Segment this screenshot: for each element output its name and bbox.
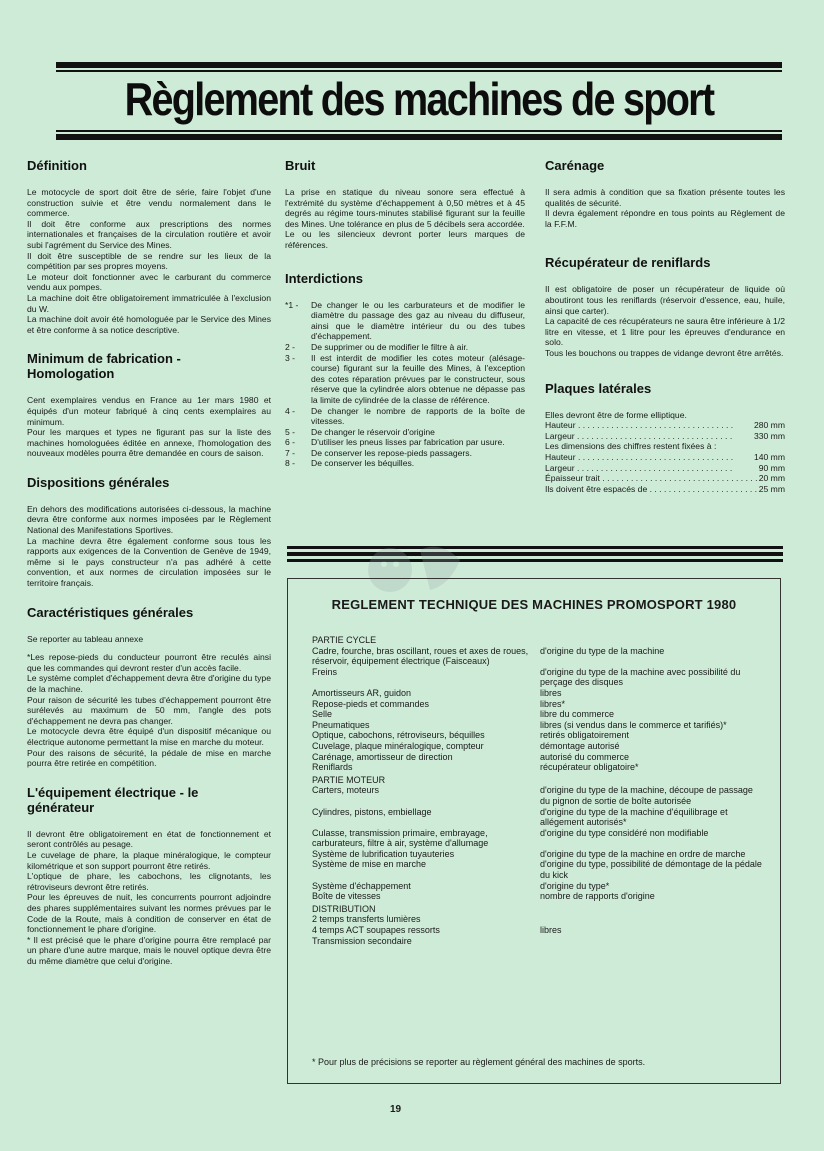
paragraph: Les dimensions des chiffres restent fixées à :	[545, 441, 717, 452]
dimension-value: 140 mm	[753, 451, 785, 462]
row-component: Repose-pieds et commandes	[312, 698, 430, 709]
paragraph: Pour les marques et types ne figurant pas sur la liste des machines homologuées éditée en annexe, l'homologation des nouveaux modèles pourra être demandée en cours de saison.	[27, 427, 271, 459]
row-rule: libres	[540, 687, 562, 698]
paragraph: Tous les bouchons ou trappes de vidange devront être arrêtés.	[545, 347, 784, 358]
row-rule: autorisé du commerce	[540, 751, 630, 762]
paragraph: En dehors des modifications autorisées ci-dessous, la machine devra être conforme aux normes imposées par le Règlement National des Manifestations Sportives.	[27, 503, 271, 536]
list-item	[285, 437, 525, 448]
row-component: Cuvelage, plaque minéralogique, compteur	[312, 740, 484, 751]
table-row	[312, 925, 762, 936]
table-row	[312, 828, 762, 849]
row-rule: récupérateur obligatoire*	[540, 762, 639, 773]
table-row	[312, 807, 762, 828]
row-component: Système d'échappement	[312, 880, 411, 891]
row-rule	[532, 775, 762, 786]
list-item	[285, 353, 525, 406]
table-row	[312, 741, 762, 752]
paragraph: Cent exemplaires vendus en France au 1er mars 1980 et équipés d'un moteur fabriqué à cinq cents exemplaires au minimum.	[27, 395, 271, 427]
item-number: 2 -	[285, 341, 296, 352]
dimension-row	[545, 484, 785, 495]
top-rule	[56, 62, 782, 68]
paragraph: Se reporter au tableau annexe	[27, 633, 144, 644]
item-text: De changer le ou les carburateurs et de modifier le diamètre du passage des gaz au niveau du diffuseur, ainsi que le diamètre intérieur du ou des tubes d'échappement.	[311, 299, 525, 342]
paragraph: Il sera admis à condition que sa fixation présente toutes les qualités de sécurité.	[545, 187, 785, 208]
section-heading: Récupérateur de reniflards	[545, 255, 711, 271]
section-heading: Carénage	[545, 158, 605, 173]
item-number: 6 -	[285, 437, 296, 448]
row-rule: nombre de rapports d'origine	[540, 891, 655, 902]
row-component: Système de mise en marche	[312, 859, 427, 870]
paragraph: Elles devront être de forme elliptique.	[545, 409, 687, 420]
row-rule: démontage autorisé	[540, 740, 620, 751]
technical-rules-box	[287, 578, 781, 1084]
list-item	[285, 458, 525, 469]
row-rule: d'origine du type considéré non modifiable	[540, 827, 709, 838]
paragraph: La capacité de ces récupérateurs ne saura être inférieure à 1/2 litre en vitesse, et 1 litre pour les épreuves d'endurance en solo.	[545, 316, 785, 348]
paragraph: La machine devra être également conforme sous tous les rapports aux exigences de la Convention de Genève de 1949, même si le pays constructeur n'a pas adhéré à cette convention, et aux normes de circulation imposées sur le territoire français.	[27, 535, 271, 589]
table-row	[312, 936, 762, 947]
list-item	[285, 427, 525, 438]
table-section-header	[312, 904, 762, 915]
dimension-label: Hauteur . . .	[545, 452, 752, 463]
title-rule	[56, 134, 782, 140]
row-rule: libres*	[540, 698, 566, 709]
item-number: 3 -	[285, 352, 296, 363]
dimension-label: Ils doivent être espacés de . . .	[545, 484, 757, 495]
item-text: De conserver les béquilles.	[311, 458, 415, 469]
section-bruit	[285, 158, 525, 251]
table-row	[312, 720, 762, 731]
box-title: REGLEMENT TECHNIQUE DES MACHINES PROMOSPORT 1980	[331, 597, 737, 612]
item-text: Il est interdit de modifier les cotes moteur (alésage-course) figurant sur la feuille des Mines, à l'exception des cotes réparation prévues par le constructeur, sous réserve que la cylindrée alors obtenue ne dépasse pas la limite de cylindrée de la classe de référence.	[311, 352, 525, 405]
section-minimum	[27, 351, 271, 459]
paragraph: Pour les épreuves de nuit, les concurrents pourront adjoindre des phares supplémentaires suivant les normes prévues par le Code de la Route, mais à condition de conserver en état de fonctionnement le phare d'origine.	[27, 892, 271, 935]
row-rule: d'origine du type de la machine	[540, 645, 665, 656]
dimension-label: Hauteur . . .	[545, 420, 752, 431]
section-interdictions	[285, 271, 525, 470]
dimension-row	[545, 473, 785, 484]
row-component: Amortisseurs AR, guidon	[312, 687, 412, 698]
dimension-row	[545, 452, 785, 463]
list-item	[285, 406, 525, 427]
row-component: Transmission secondaire	[312, 935, 412, 946]
table-row	[312, 730, 762, 741]
paragraph: Pour raison de sécurité les tubes d'échappement pourront être surélevés au maximum de 50 mm, l'angle des pots d'échappement ne devra pas changer.	[27, 694, 271, 726]
dimension-value: 280 mm	[753, 420, 785, 431]
item-text: De changer le réservoir d'origine	[311, 426, 435, 437]
paragraph: Il devra également répondre en tous points au Règlement de la F.F.M.	[545, 208, 785, 229]
row-component: 4 temps ACT soupapes ressorts	[312, 925, 440, 936]
row-component: PARTIE CYCLE	[312, 635, 377, 645]
table-row	[312, 859, 762, 880]
item-number: 4 -	[285, 405, 296, 416]
dimension-label: Largeur . . .	[545, 463, 757, 474]
paragraph: Il doit être susceptible de se rendre sur les lieux de la compétition par ses propres moyens.	[27, 250, 271, 272]
row-rule: libres	[540, 925, 562, 936]
section-heading: Minimum de fabrication - Homologation	[27, 351, 181, 382]
paragraph: La prise en statique du niveau sonore sera effectué à l'extrémité du système d'échappement à 0,50 mètres et à 45 degrés au régime tours-minutes stabilisé figurant sur la feuille des Mines. Une tolérance en plus de 5 décibels sera accordée.	[285, 187, 525, 229]
section-heading: Caractéristiques générales	[27, 604, 194, 620]
list-item	[285, 448, 525, 459]
section-heading: Dispositions générales	[27, 474, 170, 490]
table-row	[312, 709, 762, 720]
paragraph: Le ou les silencieux devront porter leurs marques de références.	[285, 229, 525, 250]
table-row	[312, 891, 762, 902]
section-plaques	[545, 381, 785, 495]
paragraph: Le cuvelage de phare, la plaque minéralogique, le compteur kilométrique et son support pourront être retirés.	[27, 849, 271, 871]
row-rule	[532, 635, 762, 646]
paragraph: * Il est précisé que le phare d'origine pourra être remplacé par un phare d'une autre marque, mais le nouvel optique devra être du même diamètre que celui d'origine.	[27, 934, 271, 966]
item-number: 7 -	[285, 447, 296, 458]
row-rule: d'origine du type de la machine d'équilibrage et allégement autorisés*	[540, 806, 728, 828]
dimension-value: 20 mm	[758, 473, 785, 484]
section-definition	[27, 158, 271, 335]
column-1	[27, 158, 271, 982]
row-rule: d'origine du type, possibilité de démontage de la pédale du kick	[540, 859, 762, 881]
row-component: Culasse, transmission primaire, embrayage, carburateurs, filtre à air, système d'allumage	[312, 827, 489, 849]
dimension-row	[545, 431, 785, 442]
table-row	[312, 699, 762, 710]
table-section-header	[312, 775, 762, 786]
row-component: Optique, cabochons, rétroviseurs, béquilles	[312, 730, 485, 741]
paragraph: L'optique de phare, les cabochons, les clignotants, les rétroviseurs devront être retirés.	[27, 871, 271, 892]
row-rule: d'origine du type de la machine, découpe de passage du pignon de sortie de boîte autorisée	[540, 785, 753, 806]
row-rule: d'origine du type de la machine en ordre de marche	[540, 848, 746, 859]
row-component: Système de lubrification tuyauteries	[312, 848, 455, 859]
paragraph: Le motocycle devra être équipé d'un dispositif mécanique ou électrique autonome permettant la mise en marche du moteur.	[27, 726, 271, 747]
row-component: Cylindres, pistons, embiellage	[312, 806, 432, 817]
page-number: 19	[390, 1104, 402, 1115]
paragraph: Le moteur doit fonctionner avec le carburant du commerce vendu aux pompes.	[27, 271, 271, 293]
row-rule: d'origine du type*	[540, 880, 610, 891]
paragraph: Il doit être conforme aux prescriptions des normes internationales et françaises de la circulation routière et avoir subi l'agrément du Service des Mines.	[27, 218, 271, 250]
row-component: 2 temps transferts lumières	[312, 914, 421, 925]
item-text: De changer le nombre de rapports de la boîte de vitesses.	[311, 405, 525, 427]
paragraph: Le système complet d'échappement devra être d'origine du type de la machine.	[27, 673, 271, 694]
paragraph: La machine doit avoir été homologuée par le Service des Mines et être conforme à sa notice descriptive.	[27, 314, 271, 335]
table-row	[312, 849, 762, 860]
section-reniflards	[545, 255, 785, 358]
row-rule: libre du commerce	[540, 709, 615, 720]
dimension-label: Épaisseur trait . . .	[545, 473, 757, 484]
row-rule	[532, 914, 762, 925]
box-footnote: * Pour plus de précisions se reporter au règlement général des machines de sports.	[312, 1057, 646, 1067]
table-section-header	[312, 635, 762, 646]
section-heading: Définition	[27, 158, 87, 173]
item-number: 8 -	[285, 458, 296, 469]
section-heading: Plaques latérales	[545, 380, 652, 396]
row-rule: retirés obligatoirement	[540, 730, 630, 741]
row-component: Reniflards	[312, 762, 353, 773]
dimension-value: 330 mm	[753, 430, 785, 441]
paragraph: La machine doit être obligatoirement immatriculée à l'exclusion du W.	[27, 292, 271, 314]
row-rule	[532, 936, 762, 947]
paragraph: Pour des raisons de sécurité, la pédale de mise en marche pourra être retirée en compétition.	[27, 747, 271, 769]
column-3	[545, 158, 785, 510]
item-number: *1 -	[285, 299, 299, 310]
row-component: Pneumatiques	[312, 719, 370, 730]
section-dispositions	[27, 475, 271, 589]
dimension-row	[545, 463, 785, 474]
row-component: Freins	[312, 666, 338, 677]
dimension-label: Largeur . . .	[545, 431, 752, 442]
section-electrique	[27, 785, 271, 967]
table-row	[312, 752, 762, 763]
row-component: PARTIE MOTEUR	[312, 774, 386, 785]
item-number: 5 -	[285, 426, 296, 437]
paragraph: Il est obligatoire de poser un récupérateur de liquide où aboutiront tous les reniflards (réservoir d'essence, eau, huile, ainsi que carter).	[545, 284, 785, 316]
row-rule: libres (si vendus dans le commerce et tarifiés)*	[540, 719, 727, 730]
item-text: De conserver les repose-pieds passagers.	[311, 447, 472, 458]
dimension-value: 25 mm	[758, 483, 785, 494]
row-rule: d'origine du type de la machine avec possibilité du perçage des disques	[540, 666, 741, 688]
title-rule-thin	[56, 130, 782, 132]
column-2	[285, 158, 525, 485]
interdictions-list	[285, 300, 525, 470]
paragraph: Il devront être obligatoirement en état de fonctionnement et seront contrôlés au pesage.	[27, 828, 271, 850]
item-text: De supprimer ou de modifier le filtre à air.	[311, 341, 469, 352]
table-row	[312, 881, 762, 892]
page-title: Règlement des machines de sport	[124, 73, 714, 125]
item-text: D'utiliser les pneus lisses par fabrication par usure.	[311, 437, 505, 448]
paragraph: *Les repose-pieds du conducteur pourront être reculés ainsi que les commandes qui devront rester d'un accès facile.	[27, 652, 271, 673]
row-component: Carénage, amortisseur de direction	[312, 751, 453, 762]
row-rule	[532, 904, 762, 915]
rules-table	[312, 633, 762, 946]
section-carenage	[545, 158, 785, 229]
table-row	[312, 762, 762, 773]
table-row	[312, 785, 762, 806]
dimension-row	[545, 420, 785, 431]
row-component: Selle	[312, 709, 333, 720]
dimension-value: 90 mm	[758, 462, 785, 473]
row-component: Carters, moteurs	[312, 785, 380, 796]
paragraph: Le motocycle de sport doit être de série, faire l'objet d'une construction suivie et être vendu normalement dans le commerce.	[27, 187, 271, 219]
row-component: Cadre, fourche, bras oscillant, roues et axes de roues, réservoir, équipement électrique (Faisceaux)	[312, 645, 529, 667]
section-heading: Interdictions	[285, 270, 364, 286]
table-row	[312, 688, 762, 699]
list-item	[285, 342, 525, 353]
table-row	[312, 667, 762, 688]
section-caracteristiques	[27, 605, 271, 769]
section-heading: L'équipement électrique - le générateur	[27, 784, 199, 815]
table-row	[312, 646, 762, 667]
row-component: Boîte de vitesses	[312, 891, 381, 902]
list-item	[285, 300, 525, 342]
table-row	[312, 914, 762, 925]
row-component: DISTRIBUTION	[312, 903, 376, 914]
section-heading: Bruit	[285, 158, 316, 173]
